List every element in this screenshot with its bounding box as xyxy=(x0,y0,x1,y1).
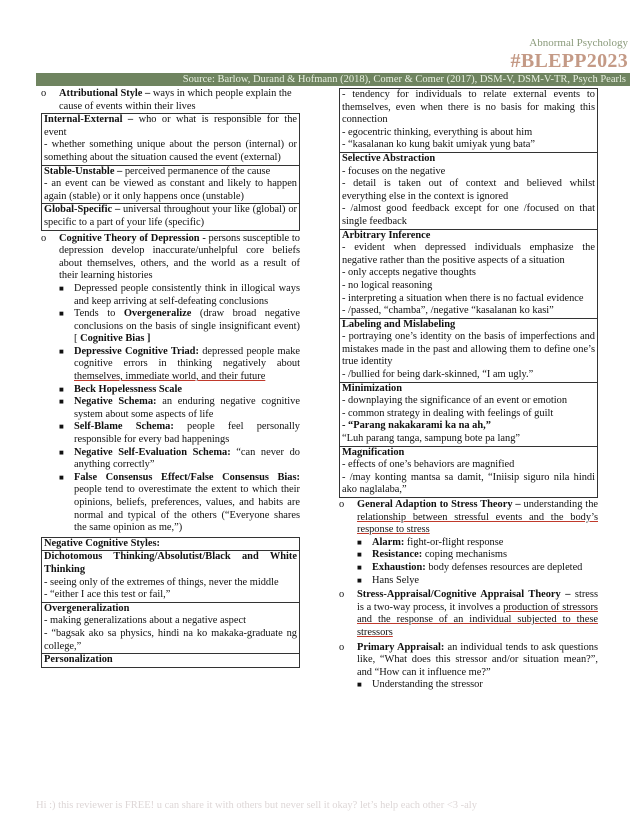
arbitrary-inference-box: Arbitrary Inference - evident when depressed individuals emphasize the negative rather than the positive aspects of a situation - only accepts negative thoughts - no logical reasoning - interpreting a situation when there is no factual evidence - /passed, “chamba”, /negative “kasalanan ko kasi” xyxy=(339,230,598,319)
bullet-negative-schema: ■ Negative Schema: an enduring negative cognitive system about some aspects of life xyxy=(59,396,300,420)
bullet-false-consensus: ■ False Consensus Effect/False Consensus Bias: people tend to overestimate the extent to which their opinions, beliefs, preferences, values, and habits are normal and typical of the others (“Everyone shares the same opinion as me,”) xyxy=(59,471,300,534)
personalization-detail-box: - tendency for individuals to relate external events to themselves, even when there is no basis for making this connection - egocentric thinking, everything is about him - “kasalanan ko kung bakit umiyak yung bata” xyxy=(339,88,598,153)
header-subject: Abnormal Psychology xyxy=(529,37,628,49)
magnification-box: Magnification - effects of one’s behaviors are magnified - /may konting mantsa sa damit, “Iniisip siguro nila hindi ako naglalaba,” xyxy=(339,447,598,498)
primary-appraisal-item: o Primary Appraisal: an individual tends to ask questions like, “What does this stressor and/or situation mean?”, and “How can it influence me?” xyxy=(339,641,598,678)
bullet-cognitive-triad: ■ Depressive Cognitive Triad: depressed people make cognitive errors in thinking negatively about themselves, immediate world, and their future xyxy=(59,345,300,383)
general-adaption-item: o General Adaption to Stress Theory – understanding the relationship between stressful events and the body’s response to stress xyxy=(339,499,599,536)
bullet-self-evaluation: ■ Negative Self-Evaluation Schema: “can never do anything correctly” xyxy=(59,446,300,471)
left-column xyxy=(41,88,300,668)
bullet-self-blame: ■ Self-Blame Schema: people feel personally responsible for every bad happenings xyxy=(59,421,301,446)
bullet-alarm: ■ Alarm: fight-or-flight response xyxy=(357,536,504,548)
bullet-exhaustion: ■ Exhaustion: body defenses resources are depleted xyxy=(357,561,583,573)
bullet-overgeneralize: ■ Tends to Overgeneralize (draw broad negative conclusions on the basis of single insignificant event) [ Cognitive Bias ] xyxy=(59,308,300,345)
source-bar: Source: Barlow, Durand & Hofmann (2018), Comer & Comer (2017), DSM-V, DSM-V-TR, Psych Pearls xyxy=(36,73,630,86)
footer-note: Hi :) this reviewer is FREE! u can share it with others but never sell it okay? let’s help each other <3 -aly xyxy=(36,800,477,811)
bullet-beck-scale: ■ Beck Hopelessness Scale xyxy=(59,383,182,395)
right-column xyxy=(339,88,598,692)
personalization-box: Personalization xyxy=(41,654,300,668)
minimization-box: Minimization - downplaying the significance of an event or emotion - common strategy in dealing with feelings of guilt - “Parang nakakarami ka na ah,” “Luh parang tanga, sampung bote pa lang” xyxy=(339,383,598,447)
bullet-depressed-people: ■ Depressed people consistently think in illogical ways and keep arriving at self-defeating conclusions xyxy=(59,282,300,307)
selective-abstraction-box: Selective Abstraction - focuses on the negative - detail is taken out of context and believed whilst everything else in the context is ignored - /almost good feedback except for one /focused on that single feedback xyxy=(339,153,598,230)
internal-external-box: Internal-External – who or what is responsible for the event - whether something unique about the person (internal) or something about the situation caused the event (external) xyxy=(41,113,300,165)
bullet-resistance: ■ Resistance: coping mechanisms xyxy=(357,549,508,561)
cognitive-theory-item: o Cognitive Theory of Depression - persons susceptible to depression develop inaccurate/unhelpful core beliefs about themselves, others, and the world as a result of their learning histories xyxy=(41,232,300,282)
header-tag: #BLEPP2023 xyxy=(510,50,628,72)
stress-appraisal-item: o Stress-Appraisal/Cognitive Appraisal Theory – stress is a two-way process, it involves a production of stressors and the response of an individual subjected to these stressors xyxy=(339,589,598,638)
attributional-style-item: o Attributional Style – ways in which people explain the cause of events within their lives xyxy=(41,88,292,112)
overgeneralization-box: Overgeneralization - making generalizations about a negative aspect - “bagsak ako sa physics, hindi na ko makaka-graduate ng college,” xyxy=(41,603,300,654)
bullet-understanding-stressor: ■ Understanding the stressor xyxy=(357,679,483,691)
bullet-hans-selye: ■ Hans Selye xyxy=(357,574,420,586)
dichotomous-thinking-box: Dichotomous Thinking/Absolutist/Black and White Thinking - seeing only of the extremes of things, never the middle - “either I ace this test or fail,” xyxy=(41,551,300,602)
stable-unstable-box: Stable-Unstable – perceived permanence of the cause - an event can be viewed as constant and likely to happen again (stable) or it only happens once (unstable) xyxy=(41,166,300,205)
labeling-box: Labeling and Mislabeling - portraying one’s identity on the basis of imperfections and mistakes made in the past and allowing them to define one’s true identity - /bullied for being dark-skinned, “I am ugly.” xyxy=(339,319,598,383)
negative-cognitive-styles-box: Negative Cognitive Styles: xyxy=(41,537,300,552)
global-specific-box: Global-Specific – universal throughout your like (global) or specific to a part of your life (specific) xyxy=(41,204,300,230)
